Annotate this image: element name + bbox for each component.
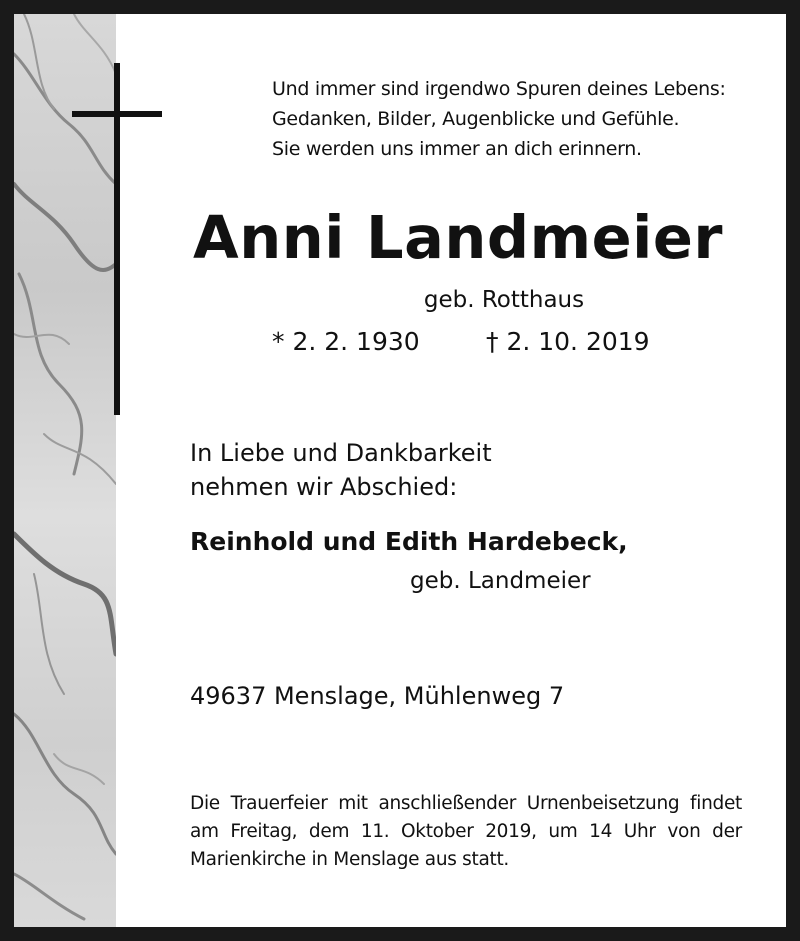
marble-veins [14, 14, 116, 927]
verse-line: Und immer sind irgendwo Spuren deines Lebens: [272, 78, 726, 100]
verse-line: Gedanken, Bilder, Augenblicke und Gefühle. [272, 108, 680, 130]
mourner-maiden-name: geb. Landmeier [410, 568, 591, 594]
mourner-names: Reinhold und Edith Hardebeck, [190, 527, 628, 556]
deceased-maiden-name: geb. Rotthaus [423, 287, 585, 313]
farewell-text [190, 436, 492, 504]
funeral-service-info: Die Trauerfeier mit anschließender Urnenbeisetzung findet am Freitag, dem 11. Oktober 2019, um 14 Uhr von der Marienkirche in Menslage aus statt. [190, 793, 742, 870]
family-address: 49637 Menslage, Mühlenweg 7 [190, 682, 565, 710]
birth-date: * 2. 2. 1930 [272, 327, 420, 356]
deceased-name: Anni Landmeier [193, 203, 723, 272]
cross-icon-horizontal [72, 111, 162, 117]
farewell-line: nehmen wir Abschied: [190, 473, 458, 501]
death-date: † 2. 10. 2019 [486, 327, 650, 356]
memorial-verse [272, 74, 772, 164]
marble-strip [14, 14, 116, 927]
farewell-line: In Liebe und Dankbarkeit [190, 439, 492, 467]
verse-line: Sie werden uns immer an dich erinnern. [272, 138, 642, 160]
